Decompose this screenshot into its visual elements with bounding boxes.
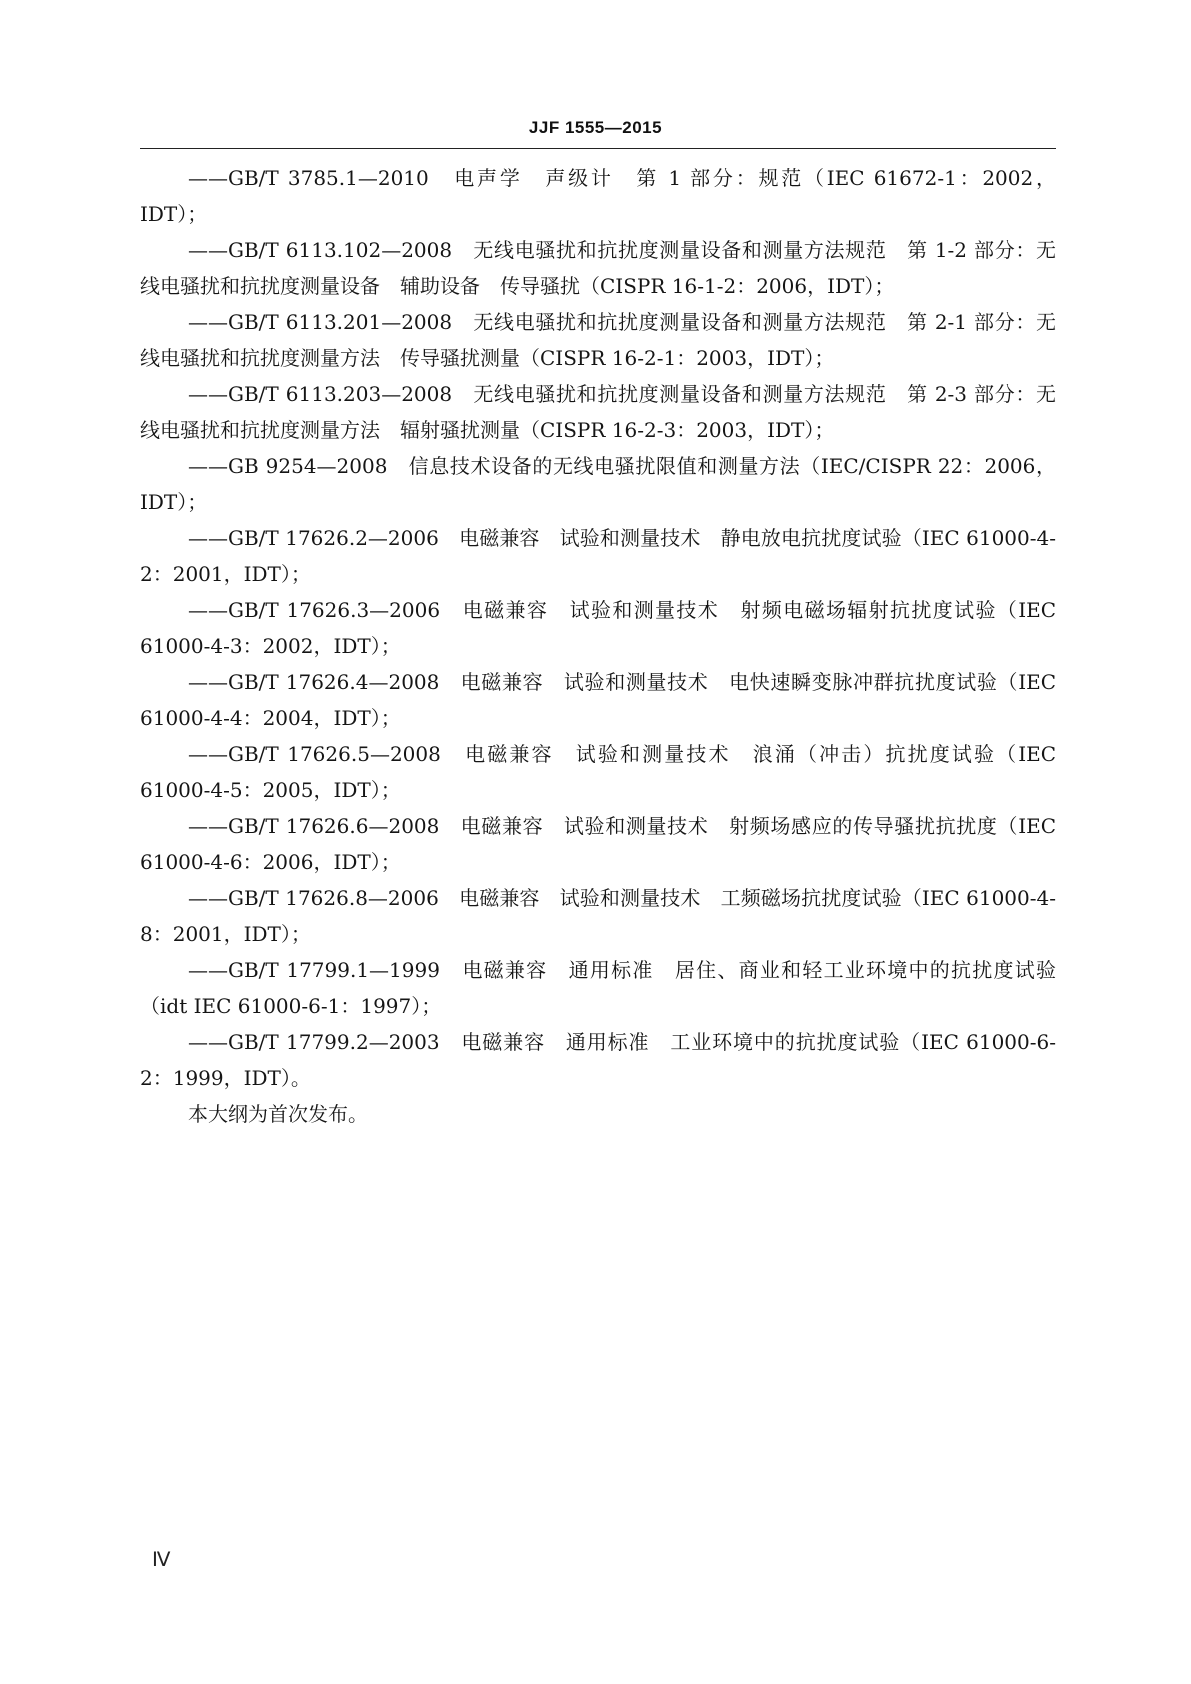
reference-entry: ——GB/T 17626.3—2006 电磁兼容 试验和测量技术 射频电磁场辐射抗扰度试验（IEC 61000-4-3：2002，IDT）； bbox=[140, 598, 1056, 658]
header-divider bbox=[140, 148, 1056, 149]
reference-entry: ——GB/T 17626.4—2008 电磁兼容 试验和测量技术 电快速瞬变脉冲群抗扰度试验（IEC 61000-4-4：2004，IDT）； bbox=[140, 670, 1056, 730]
reference-entry: ——GB 9254—2008 信息技术设备的无线电骚扰限值和测量方法（IEC/CISPR 22：2006，IDT）； bbox=[140, 454, 1056, 514]
page-number: Ⅳ bbox=[152, 1549, 171, 1571]
reference-entry: ——GB/T 6113.201—2008 无线电骚扰和抗扰度测量设备和测量方法规范 第 2-1 部分：无线电骚扰和抗扰度测量方法 传导骚扰测量（CISPR 16-2-1：2003，IDT）； bbox=[140, 310, 1056, 370]
page-body bbox=[140, 160, 1056, 1132]
reference-entry: ——GB/T 17626.8—2006 电磁兼容 试验和测量技术 工频磁场抗扰度试验（IEC 61000-4-8：2001，IDT）； bbox=[140, 886, 1056, 946]
reference-entry: ——GB/T 17626.6—2008 电磁兼容 试验和测量技术 射频场感应的传导骚扰抗扰度（IEC 61000-4-6：2006，IDT）； bbox=[140, 814, 1056, 874]
page-header: JJF 1555—2015 bbox=[528, 118, 663, 137]
reference-entry: ——GB/T 6113.102—2008 无线电骚扰和抗扰度测量设备和测量方法规范 第 1-2 部分：无线电骚扰和抗扰度测量设备 辅助设备 传导骚扰（CISPR 16-1-2：2006，IDT）； bbox=[140, 238, 1056, 298]
reference-entry: ——GB/T 17626.2—2006 电磁兼容 试验和测量技术 静电放电抗扰度试验（IEC 61000-4-2：2001，IDT）； bbox=[140, 526, 1056, 586]
reference-entry: ——GB/T 17799.2—2003 电磁兼容 通用标准 工业环境中的抗扰度试验（IEC 61000-6-2：1999，IDT）。 bbox=[140, 1030, 1056, 1090]
reference-entry: ——GB/T 17799.1—1999 电磁兼容 通用标准 居住、商业和轻工业环境中的抗扰度试验（idt IEC 61000-6-1：1997）； bbox=[140, 958, 1056, 1018]
reference-entry: ——GB/T 6113.203—2008 无线电骚扰和抗扰度测量设备和测量方法规范 第 2-3 部分：无线电骚扰和抗扰度测量方法 辐射骚扰测量（CISPR 16-2-3：2003，IDT）； bbox=[140, 382, 1056, 442]
reference-entry: ——GB/T 3785.1—2010 电声学 声级计 第 1 部分：规范（IEC 61672-1：2002，IDT）； bbox=[140, 166, 1056, 226]
closing-statement: 本大纲为首次发布。 bbox=[188, 1102, 368, 1126]
reference-entry: ——GB/T 17626.5—2008 电磁兼容 试验和测量技术 浪涌（冲击）抗扰度试验（IEC 61000-4-5：2005，IDT）； bbox=[140, 742, 1056, 802]
